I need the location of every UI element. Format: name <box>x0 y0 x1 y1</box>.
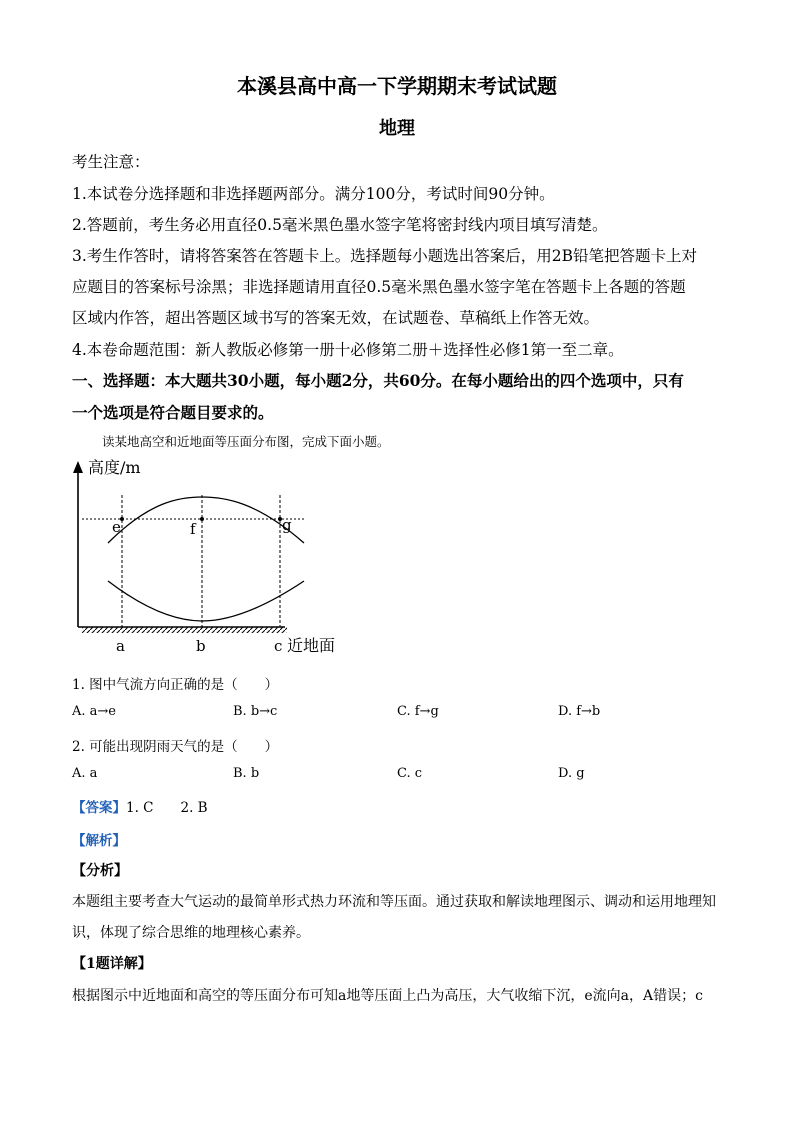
q1-option-c[interactable]: C. f→g <box>397 704 439 719</box>
upper-isobar <box>108 497 304 543</box>
answer-value: 1. C 2. B <box>126 800 208 816</box>
analysis-label: 【解析】 <box>72 833 126 849</box>
subject-title: 地理 <box>379 118 415 139</box>
notice-item-3: 3.考生作答时，请将答案答在答题卡上。选择题每小题选出答案后，用2B铅笔把答题卡上对 <box>72 247 698 265</box>
detail-text: 根据图示中近地面和高空的等压面分布可知a地等压面上凸为高压，大气收缩下沉，e流向a，A错误；c <box>72 988 703 1004</box>
section-heading-line-1: 一、选择题：本大题共30小题，每小题2分，共60分。在每小题给出的四个选项中，只有 <box>72 371 684 390</box>
isobar-figure <box>60 455 360 660</box>
x-axis-label: 近地面 <box>287 636 336 655</box>
point-f-dot <box>200 517 204 521</box>
point-label-e: e <box>112 518 121 536</box>
exam-title: 本溪县高中高一下学期期末考试试题 <box>237 74 557 98</box>
notice-item-1: 1.本试卷分选择题和非选择题两部分。满分100分，考试时间90分钟。 <box>72 185 555 203</box>
q1-option-d[interactable]: D. f→b <box>558 704 601 719</box>
y-axis-arrow-icon <box>73 461 83 473</box>
ground-hatch <box>82 627 287 633</box>
q1-option-b[interactable]: B. b→c <box>233 704 278 719</box>
q2-option-c[interactable]: C. c <box>397 766 423 781</box>
question-2-stem: 2. 可能出现阴雨天气的是（ ） <box>72 739 279 755</box>
notice-item-2: 2.答题前，考生务必用直径0.5毫米黑色墨水签字笔将密封线内项目填写清楚。 <box>72 216 608 234</box>
fenxi-label: 【分析】 <box>72 863 128 879</box>
section-heading-line-2: 一个选项是符合题目要求的。 <box>72 403 274 422</box>
point-label-a: a <box>116 637 125 655</box>
point-label-f: f <box>190 520 196 538</box>
answer-tag: 【答案】 <box>72 800 126 816</box>
question-intro: 读某地高空和近地面等压面分布图，完成下面小题。 <box>102 434 390 449</box>
q2-option-d[interactable]: D. g <box>558 766 585 781</box>
notice-item-3-cont-b: 区域内作答，超出答题区域书写的答案无效，在试题卷、草稿纸上作答无效。 <box>72 309 600 327</box>
point-label-b: b <box>196 637 206 655</box>
q1-option-a[interactable]: A. a→e <box>72 704 116 719</box>
fenxi-text-1: 本题组主要考查大气运动的最简单形式热力环流和等压面。通过获取和解读地理图示、调动和运用地理知 <box>72 894 716 910</box>
q2-option-b[interactable]: B. b <box>233 766 260 781</box>
point-label-c: c <box>274 637 283 655</box>
lower-isobar <box>108 581 304 621</box>
fenxi-text-2: 识，体现了综合思维的地理核心素养。 <box>72 925 310 941</box>
point-label-g: g <box>282 516 292 534</box>
notice-heading: 考生注意： <box>72 153 150 171</box>
detail-label: 【1题详解】 <box>72 956 152 972</box>
y-axis-label: 高度/m <box>88 458 141 477</box>
question-1-stem: 1. 图中气流方向正确的是（ ） <box>72 677 279 693</box>
notice-item-3-cont-a: 应题目的答案标号涂黑；非选择题请用直径0.5毫米黑色墨水签字笔在答题卡上各题的答题 <box>72 278 686 296</box>
notice-item-4: 4.本卷命题范围：新人教版必修第一册十必修第二册＋选择性必修1第一至二章。 <box>72 341 624 359</box>
answer-row <box>72 796 208 816</box>
q2-option-a[interactable]: A. a <box>72 766 98 781</box>
